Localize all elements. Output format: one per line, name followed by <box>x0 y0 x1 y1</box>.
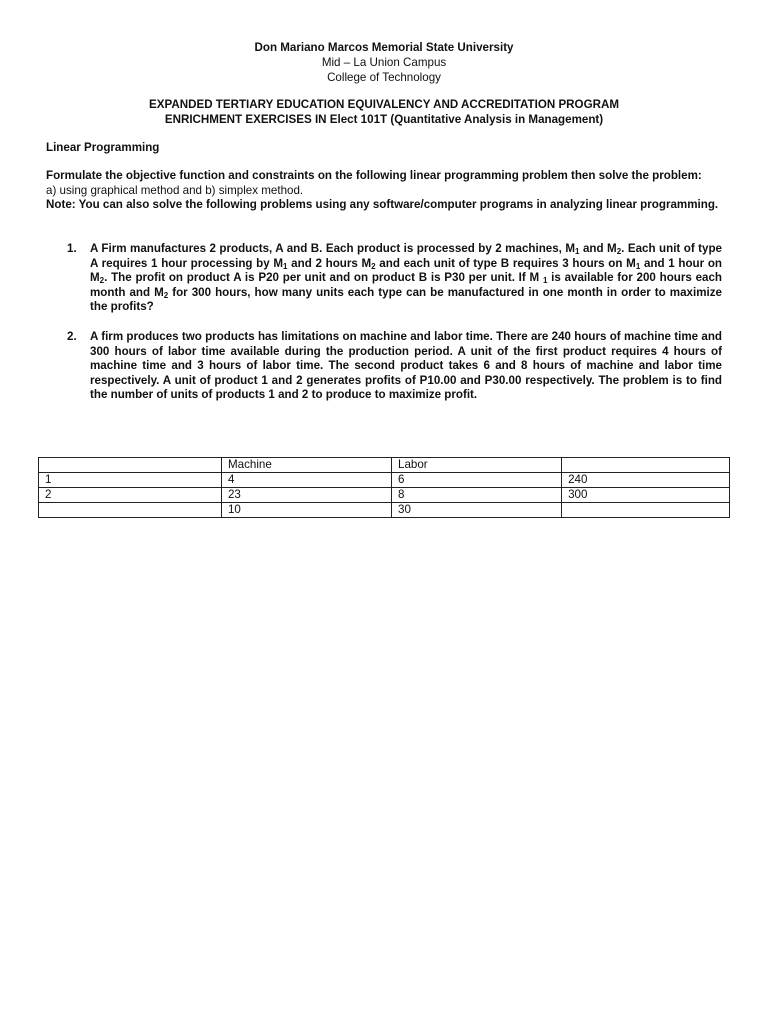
campus-name: Mid – La Union Campus <box>321 56 447 69</box>
problem-item-1 <box>46 242 722 315</box>
table-cell: 8 <box>392 488 562 503</box>
instruction-line-2: a) using graphical method and b) simplex method. <box>46 183 304 197</box>
table-cell <box>39 458 222 473</box>
table-cell: 4 <box>221 473 391 488</box>
college-name: College of Technology <box>327 71 441 84</box>
table-cell: 1 <box>39 473 222 488</box>
table-cell: 2 <box>39 488 222 503</box>
university-name: Don Mariano Marcos Memorial State University <box>254 41 514 54</box>
table-row <box>39 473 730 488</box>
table-cell <box>39 503 222 518</box>
table-cell: 23 <box>221 488 391 503</box>
table-cell <box>562 503 730 518</box>
table-header-row <box>39 458 730 473</box>
instructions <box>46 169 726 213</box>
program-title <box>0 97 768 127</box>
table-row <box>39 488 730 503</box>
problem-number: 1. <box>67 242 77 255</box>
problem-text: A firm produces two products has limitations on machine and labor time. There are 240 hours of machine time and 300 hours of labor time available during the production period. A unit of the first product requires 4 hours of machine time and 3 hours of labor time. The second product takes 6 and 8 hours of machine and labor time respectively. A unit of product 1 and 2 generates profits of P10.00 and P30.00 respectively. The problem is to find the number of units of products 1 and 2 to produce to maximize profit. <box>90 329 722 402</box>
table-cell: Machine <box>221 458 391 473</box>
problem-number: 2. <box>67 329 77 343</box>
table-cell <box>562 458 730 473</box>
table-cell: 300 <box>562 488 730 503</box>
problem-list <box>46 242 722 418</box>
section-title: Linear Programming <box>46 141 160 154</box>
problem-text: A Firm manufactures 2 products, A and B. Each product is processed by 2 machines, $M_1$ and $M_2$. Each unit of type A requires 1 hour processing by $M_1$ and 2 hours $M_2$ and each unit of type B requires 3 hours on $M_1$ and 1 hour on $M_2$. The profit on product A is P20 per unit and on product B is P30 per unit. If M $_1$ is available for 200 hours each month and $M_2$ for 300 hours, how many units each type can be manufactured in one month in order to maximize the profits? <box>90 242 723 314</box>
data-table <box>38 457 730 518</box>
problem-item-2 <box>46 330 722 403</box>
instruction-line-1: Formulate the objective function and constraints on the following linear programming problem then solve the problem: <box>46 169 702 182</box>
table-cell: 6 <box>392 473 562 488</box>
document-header <box>0 40 768 85</box>
program-line-2: ENRICHMENT EXERCISES IN Elect 101T (Quantitative Analysis in Management) <box>164 113 604 126</box>
program-line-1: EXPANDED TERTIARY EDUCATION EQUIVALENCY AND ACCREDITATION PROGRAM <box>149 98 619 111</box>
table-cell: 240 <box>562 473 730 488</box>
table-cell: 10 <box>221 503 391 518</box>
table-cell: Labor <box>392 458 562 473</box>
table-cell: 30 <box>392 503 562 518</box>
instruction-note: Note: You can also solve the following problems using any software/computer programs in analyzing linear programming. <box>46 198 719 212</box>
table-row <box>39 503 730 518</box>
